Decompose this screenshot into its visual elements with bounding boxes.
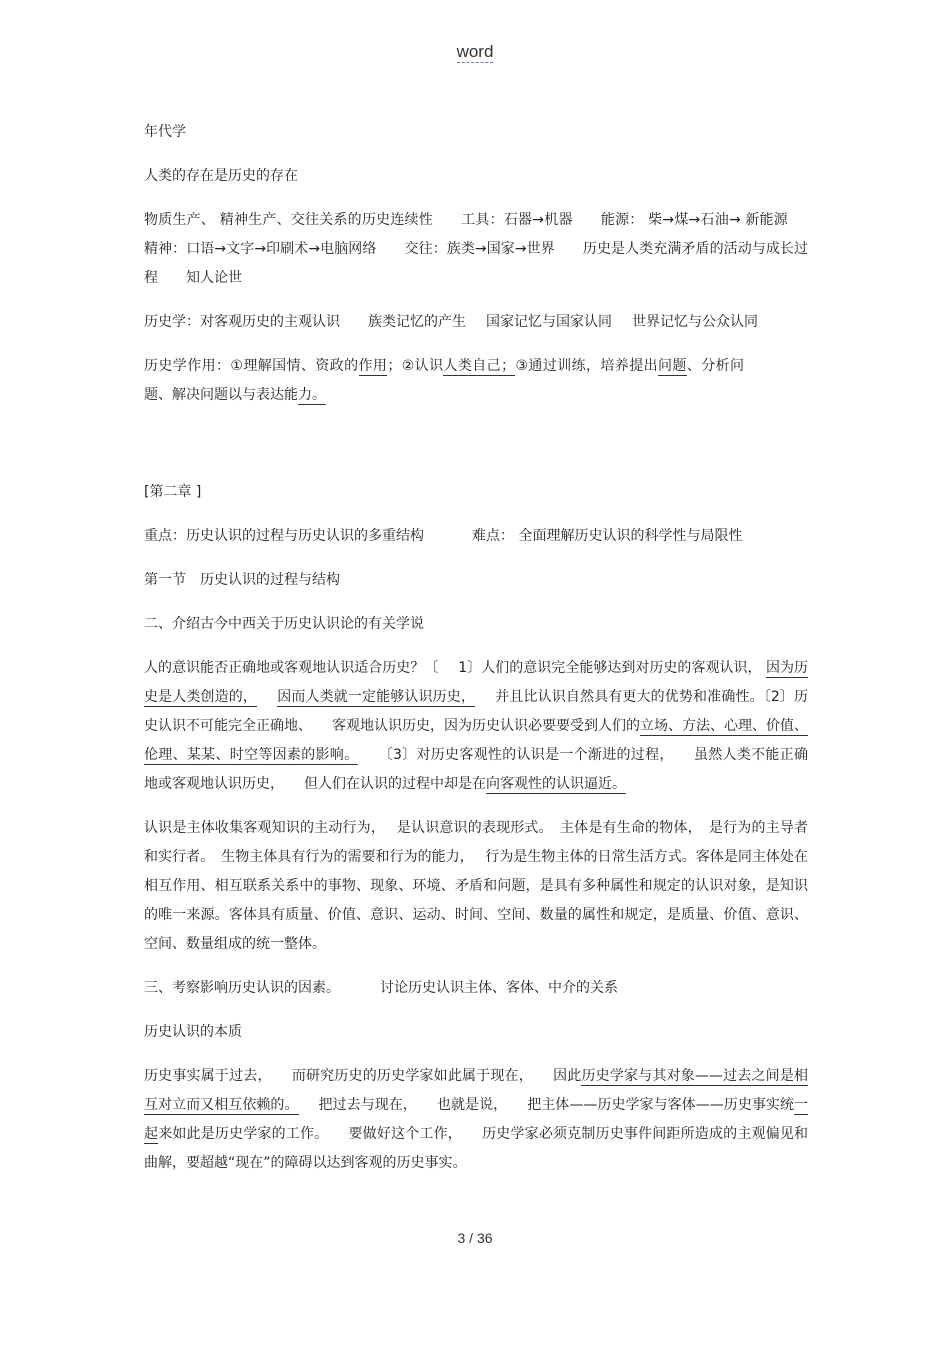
text: 因此 bbox=[552, 1068, 582, 1084]
underlined-text: 因而人类就一定能够认识历史， bbox=[277, 689, 476, 705]
paragraph bbox=[144, 1062, 808, 1178]
paragraph bbox=[144, 206, 808, 293]
paragraph bbox=[144, 522, 808, 551]
text: 而研究历史的历史学家如此属于现在， bbox=[291, 1068, 533, 1084]
text: 物质生产、 精神生产、交往关系的历史连续性 bbox=[144, 212, 433, 228]
text: 交往：族类→国家→世界 bbox=[404, 241, 555, 257]
underlined-text: 立场、方法、心理、价值、伦理、某某、时空等因素的影响。 bbox=[144, 718, 808, 763]
text: 讨论历史认识主体、客体、中介的关系 bbox=[380, 980, 618, 996]
text: 第一节 历史认识的过程与结构 bbox=[144, 572, 340, 588]
text: 也就是说， bbox=[436, 1097, 508, 1113]
text: 人的意识能否正确地或客观地认识适合历史？〔 bbox=[144, 660, 439, 676]
chapter-heading bbox=[144, 478, 808, 507]
text: ③通过训练，培养提出 bbox=[515, 358, 659, 374]
paragraph bbox=[144, 162, 808, 191]
paragraph bbox=[144, 610, 808, 639]
text: 重点：历史认识的过程与历史认识的多重结构 bbox=[144, 528, 424, 544]
text: ；②认识 bbox=[387, 358, 444, 374]
text: 年代学 bbox=[144, 124, 186, 140]
underlined-text: 因为历史是人类创造的， bbox=[144, 660, 809, 705]
underlined-text: 问题 bbox=[658, 358, 687, 374]
text: 知人论世 bbox=[186, 270, 242, 286]
text: 、分析问题、解决问题以与表达能 bbox=[144, 358, 745, 403]
text: 要做好这个工作， bbox=[348, 1126, 462, 1142]
text: 工具：石器→机器 bbox=[460, 212, 573, 228]
text: 认识是主体收集客观知识的主动行为， 是认识意识的表现形式。 主体是有生命的物体， 是行为的主导者和实行者。 生物主体具有行为的需要和行为的能力， 行为是生物主体的日常生活方式。客体是同主体处在相互作用、相互联系关系中的事物、现象、环境、矛盾和问题，是具有多种属性和规定的认识对象，是知识的唯一来源。客体具有质量、价值、意识、运动、时间、空间、数量的属性和规定，是质量、价值、意识、空间、数量组成的统一整体。 bbox=[144, 820, 808, 952]
header-title: word bbox=[456, 42, 494, 61]
text: 难点： 全面理解历史认识的科学性与局限性 bbox=[472, 528, 743, 544]
text: 历史学：对客观历史的主观认识 bbox=[144, 314, 340, 330]
page-header bbox=[0, 42, 950, 62]
paragraph bbox=[144, 654, 808, 799]
underlined-text: 人类自己； bbox=[443, 358, 516, 374]
text: 把过去与现在， bbox=[318, 1097, 417, 1113]
text: 世界记忆与公众认同 bbox=[632, 314, 758, 330]
text: 历史认识的本质 bbox=[144, 1024, 242, 1040]
text: 虽然人类不能正确地或客观地认识历史， bbox=[144, 747, 809, 792]
underlined-text: 历史学家与其对象——过去之间是相互对立而又相互依赖的。 bbox=[144, 1068, 809, 1113]
paragraph bbox=[144, 974, 808, 1003]
text: 二、介绍古今中西关于历史认识论的有关学说 bbox=[144, 616, 424, 632]
underlined-text: 一起 bbox=[144, 1097, 809, 1142]
text: 能源： 柴→煤→石油→ bbox=[600, 212, 741, 228]
paragraph bbox=[144, 814, 808, 959]
text: 三、考察影响历史认识的因素。 bbox=[144, 980, 340, 996]
paragraph bbox=[144, 1018, 808, 1047]
paragraph bbox=[144, 118, 808, 147]
text: 历史是人类充 bbox=[582, 241, 668, 257]
underlined-text: 作用 bbox=[358, 358, 388, 374]
text: 历史学家必须克制历史事件间距所造成的主观偏见和曲解，要超越“现在”的障碍以达到客观的历史事实。 bbox=[144, 1126, 809, 1171]
text: 并且比认识自然具有更大的优势和准确性。〔2〕历史认识不可能完全正确地、 bbox=[144, 689, 809, 734]
text: 把主体——历史学家与客体——历史事实统 bbox=[527, 1097, 795, 1113]
text: 族类记忆的产生 bbox=[368, 314, 466, 330]
paragraph bbox=[144, 352, 744, 410]
text: 人类的存在是历史的存在 bbox=[144, 168, 298, 184]
text: 国家记忆与国家认同 bbox=[486, 314, 612, 330]
underlined-text: 力。 bbox=[298, 387, 326, 403]
text: 来如此是历史学家的工作。 bbox=[158, 1126, 329, 1142]
text: 客观地认识历史，因为历史认识必要要受到人们的 bbox=[332, 718, 640, 734]
text: 历史事实属于过去， bbox=[144, 1068, 272, 1084]
text: 历史学作用：①理解国情、资政的 bbox=[144, 358, 359, 374]
section-heading bbox=[144, 566, 808, 595]
text: [第二章 ] bbox=[144, 484, 202, 500]
paragraph bbox=[144, 308, 808, 337]
text: 新能源 bbox=[745, 212, 788, 228]
underlined-text: 向客观性的认识逼近。 bbox=[486, 776, 626, 792]
page-number: 3 / 36 bbox=[457, 1230, 493, 1246]
text: 〔3〕对历史客观性的认识是一个渐进的过程， bbox=[378, 747, 674, 763]
text: 但人们在认识的过程中却是在 bbox=[304, 776, 486, 792]
document-body bbox=[144, 118, 808, 1193]
text: 精神：口语→文字→印刷术→电脑网络 bbox=[144, 241, 377, 257]
text: 满矛盾的活动与成长过程 bbox=[144, 241, 809, 286]
text: 1〕人们的意识完全能够达到对历史的客观认识， bbox=[458, 660, 762, 676]
